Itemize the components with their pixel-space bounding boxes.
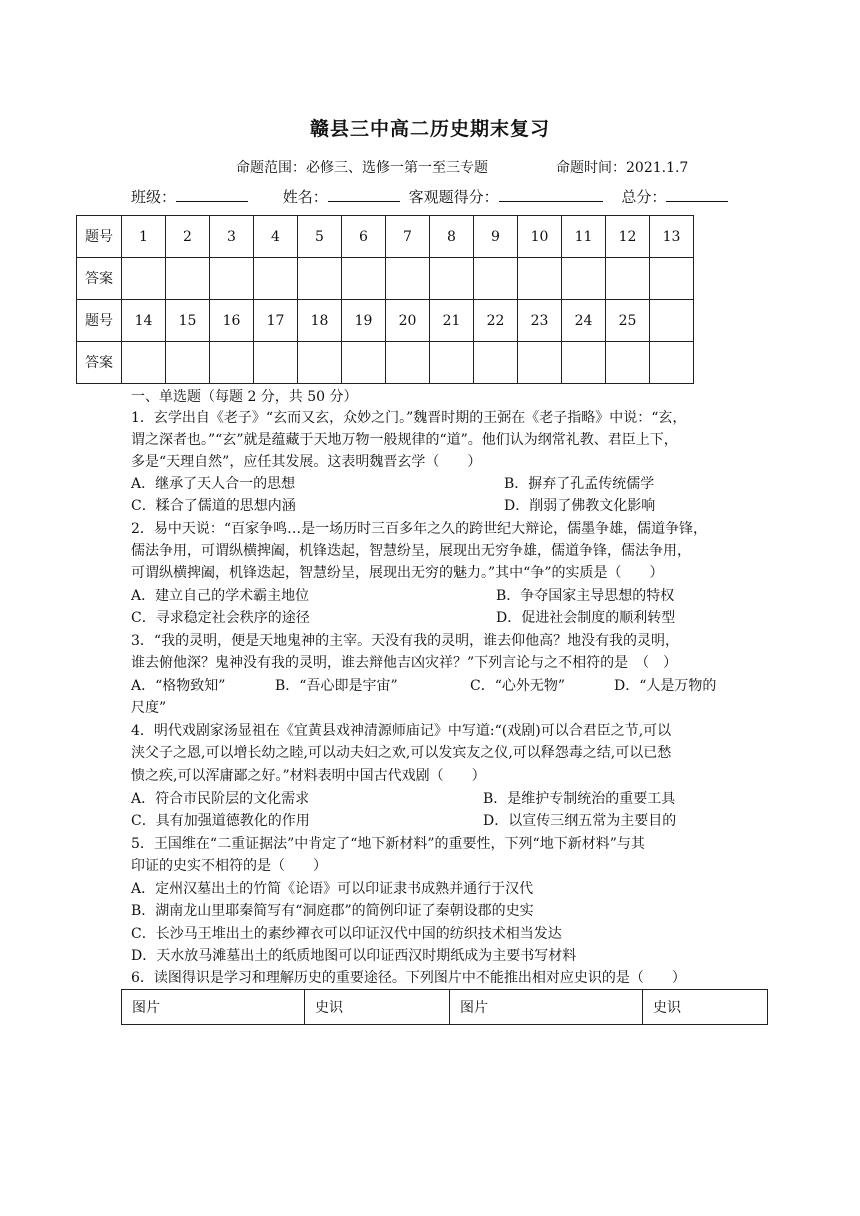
name-label: 姓名： [282, 188, 328, 206]
question-number-header: 题号 [77, 300, 122, 342]
question-number-cell: 2 [166, 216, 210, 258]
answer-cell[interactable] [562, 342, 606, 384]
question-5-text: 印证的史实不相符的是（ ） [131, 858, 327, 874]
answer-cell[interactable] [430, 258, 474, 300]
answer-cell[interactable] [210, 342, 254, 384]
q5-option-c[interactable]: C．长沙马王堆出土的素纱襌衣可以印证汉代中国的纺织技术相当发达 [131, 926, 562, 942]
q3-option-d-continued: 尺度” [131, 700, 167, 716]
answer-cell[interactable] [606, 342, 650, 384]
class-blank[interactable] [176, 187, 248, 202]
q4-option-b[interactable]: B．是维护专制统治的重要工具 [483, 791, 676, 807]
answer-cell[interactable] [342, 258, 386, 300]
question-number-cell: 19 [342, 300, 386, 342]
question-3-text: 3．“我的灵明，便是天地鬼神的主宰。天没有我的灵明，谁去仰他高？地没有我的灵明， [131, 633, 680, 649]
total-score-blank[interactable] [666, 187, 728, 202]
q5-option-b[interactable]: B．湖南龙山里耶秦简写有“洞庭郡”的简例印证了秦朝设郡的史实 [131, 903, 534, 919]
question-number-cell: 22 [474, 300, 518, 342]
question-number-cell: 11 [562, 216, 606, 258]
question-number-cell: 1 [122, 216, 166, 258]
objective-score-label: 客观题得分： [408, 188, 499, 206]
exam-scope: 命题范围：必修三、选修一第一至三专题 [236, 160, 488, 176]
question-5-text: 5．王国维在“二重证据法”中肯定了“地下新材料”的重要性，下列“地下新材料”与其 [131, 836, 645, 852]
question-number-cell: 6 [342, 216, 386, 258]
answer-cell[interactable] [254, 342, 298, 384]
question-3-text: 谁去俯他深？鬼神没有我的灵明，谁去辩他吉凶灾祥？”下列言论与之不相符的是 （ ） [131, 655, 678, 671]
answer-cell[interactable] [562, 258, 606, 300]
q3-option-d[interactable]: D．“人是万物的 [614, 678, 717, 694]
class-label: 班级： [131, 188, 177, 206]
q2-option-a[interactable]: A．建立自己的学术霸主地位 [131, 588, 310, 604]
answer-cell[interactable] [518, 258, 562, 300]
q1-option-b[interactable]: B．摒弃了孔孟传统儒学 [504, 476, 655, 492]
q4-option-a[interactable]: A．符合市民阶层的文化需求 [131, 791, 310, 807]
q5-option-d[interactable]: D．天水放马滩墓出土的纸质地图可以印证西汉时期纸成为主要书写材料 [131, 948, 577, 964]
exam-date: 命题时间：2021.1.7 [556, 160, 689, 176]
question-number-cell: 9 [474, 216, 518, 258]
question-4-text: 浃父子之恩,可以增长幼之睦,可以动夫妇之欢,可以发宾友之仪,可以释怨毒之结,可以已愁 [131, 745, 672, 761]
question-number-cell: 25 [606, 300, 650, 342]
answer-cell[interactable] [210, 258, 254, 300]
question-number-cell: 13 [650, 216, 694, 258]
answer-cell[interactable] [122, 342, 166, 384]
question-number-cell: 15 [166, 300, 210, 342]
answer-cell[interactable] [606, 258, 650, 300]
question-number-cell: 8 [430, 216, 474, 258]
q3-option-a[interactable]: A．“格物致知” [131, 678, 226, 694]
q3-option-b[interactable]: B．“吾心即是宇宙” [275, 678, 398, 694]
question-6-text: 6．读图得识是学习和理解历史的重要途径。下列图片中不能推出相对应史识的是（ ） [131, 970, 686, 986]
q1-option-d[interactable]: D．削弱了佛教文化影响 [504, 498, 656, 514]
question-number-cell: 18 [298, 300, 342, 342]
question-number-cell [650, 300, 694, 342]
question-number-cell: 14 [122, 300, 166, 342]
question-number-cell: 21 [430, 300, 474, 342]
answer-cell[interactable] [386, 342, 430, 384]
answer-header: 答案 [77, 258, 122, 300]
question-number-cell: 7 [386, 216, 430, 258]
question-number-cell: 4 [254, 216, 298, 258]
q1-option-a[interactable]: A．继承了天人合一的思想 [131, 476, 296, 492]
answer-cell[interactable] [166, 342, 210, 384]
question-4-text: 愦之疾,可以浑庸鄙之好。”材料表明中国古代戏剧（ ） [131, 768, 486, 784]
answer-cell[interactable] [342, 342, 386, 384]
total-score-label: 总分： [621, 188, 667, 206]
q2-option-d[interactable]: D．促进社会制度的顺利转型 [496, 610, 676, 626]
answer-grid [76, 215, 694, 384]
answer-cell[interactable] [474, 258, 518, 300]
q3-option-c[interactable]: C．“心外无物” [470, 678, 566, 694]
q4-option-d[interactable]: D．以宣传三纲五常为主要目的 [483, 813, 677, 829]
question-1-text: 1．玄学出自《老子》“玄而又玄，众妙之门。”魏晋时期的王弼在《老子指略》中说：“玄， [131, 410, 687, 426]
question-number-cell: 20 [386, 300, 430, 342]
q1-option-c[interactable]: C．糅合了儒道的思想内涵 [131, 498, 296, 514]
question-2-text: 2．易中天说：“百家争鸣…是一场历时三百多年之久的跨世纪大辩论，儒墨争雄，儒道争锋， [131, 521, 708, 537]
question-number-cell: 3 [210, 216, 254, 258]
objective-score-blank[interactable] [499, 187, 603, 202]
question-number-cell: 10 [518, 216, 562, 258]
page-title: 赣县三中高二历史期末复习 [309, 118, 550, 140]
picture-header: 图片 [122, 990, 305, 1025]
answer-cell[interactable] [254, 258, 298, 300]
question-4-text: 4．明代戏剧家汤显祖在《宜黄县戏神清源师庙记》中写道:“(戏剧)可以合君臣之节,可以 [131, 723, 672, 739]
question-2-text: 儒法争用，可谓纵横捭阖，机锋迭起，智慧纷呈，展现出无穷争雄，儒道争锋，儒法争用， [131, 543, 691, 559]
question-2-text: 可谓纵横捭阖，机锋迭起，智慧纷呈，展现出无穷的魅力。”其中“争”的实质是（ ） [131, 565, 664, 581]
question-number-cell: 16 [210, 300, 254, 342]
question-1-text: 谓之深者也。”“玄”就是蕴藏于天地万物一般规律的“道”。他们认为纲常礼教、君臣上下， [131, 432, 678, 448]
answer-cell[interactable] [650, 258, 694, 300]
question-number-header: 题号 [77, 216, 122, 258]
question-number-cell: 17 [254, 300, 298, 342]
question-number-cell: 5 [298, 216, 342, 258]
q2-option-c[interactable]: C．寻求稳定社会秩序的途径 [131, 610, 310, 626]
answer-cell[interactable] [650, 342, 694, 384]
history-knowledge-header: 史识 [643, 990, 768, 1025]
q2-option-b[interactable]: B．争夺国家主导思想的特权 [496, 588, 675, 604]
answer-cell[interactable] [518, 342, 562, 384]
answer-cell[interactable] [386, 258, 430, 300]
picture-table [121, 989, 768, 1025]
history-knowledge-header: 史识 [305, 990, 450, 1025]
q5-option-a[interactable]: A．定州汉墓出土的竹简《论语》可以印证隶书成熟并通行于汉代 [131, 881, 534, 897]
answer-header: 答案 [77, 342, 122, 384]
picture-header: 图片 [450, 990, 643, 1025]
answer-cell[interactable] [298, 342, 342, 384]
q4-option-c[interactable]: C．具有加强道德教化的作用 [131, 813, 310, 829]
answer-cell[interactable] [166, 258, 210, 300]
answer-cell[interactable] [474, 342, 518, 384]
name-blank[interactable] [328, 187, 400, 202]
answer-cell[interactable] [298, 258, 342, 300]
answer-cell[interactable] [430, 342, 474, 384]
student-info-row [131, 186, 728, 207]
question-number-cell: 23 [518, 300, 562, 342]
section-heading: 一、单选题（每题 2 分，共 50 分） [131, 389, 358, 405]
question-number-cell: 12 [606, 216, 650, 258]
answer-cell[interactable] [122, 258, 166, 300]
question-number-cell: 24 [562, 300, 606, 342]
question-1-text: 多是“天理自然”，应任其发展。这表明魏晋玄学（ ） [131, 454, 482, 470]
